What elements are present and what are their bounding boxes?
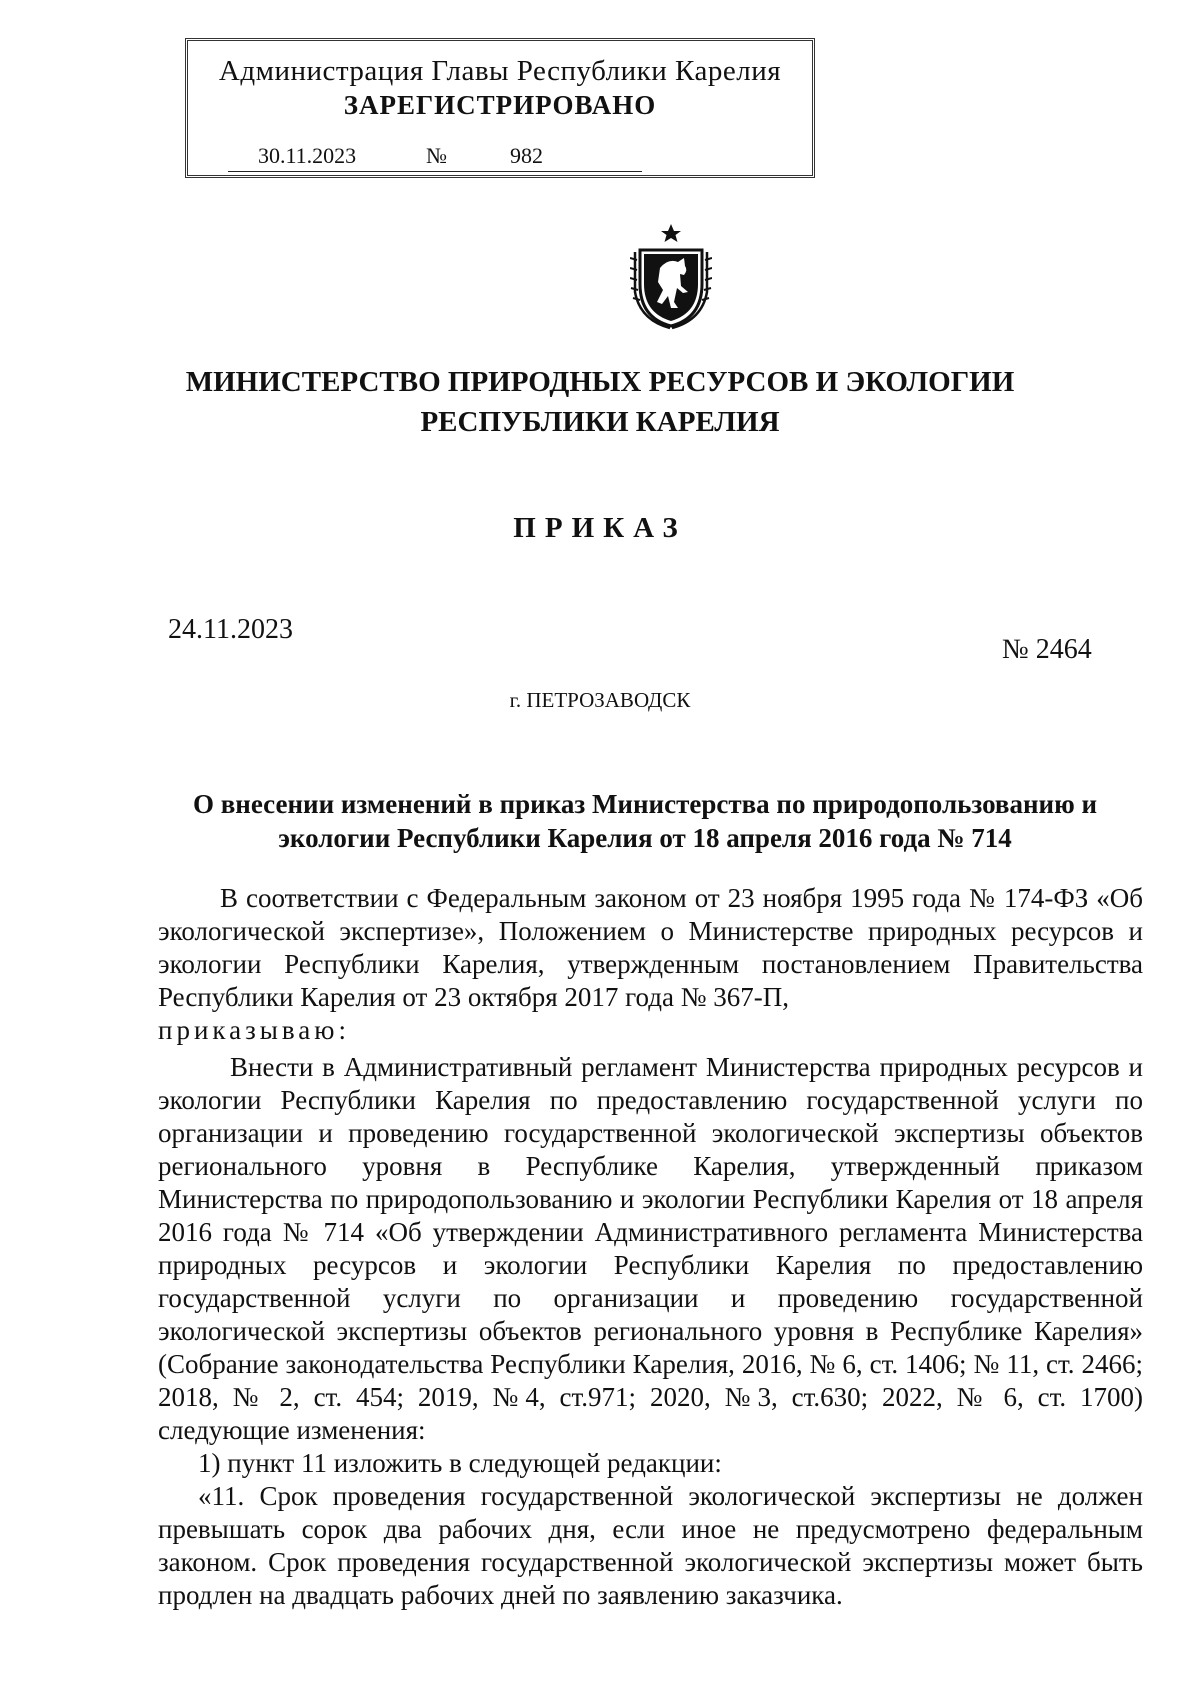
order-heading bbox=[150, 787, 1140, 855]
order-body bbox=[158, 882, 1143, 1612]
stamp-registration-line bbox=[228, 143, 642, 172]
list-item-1: 1) пункт 11 изложить в следующей редакции: bbox=[198, 1448, 722, 1478]
heading-line-1: О внесении изменений в приказ Министерства по природопользованию и bbox=[192, 789, 1098, 819]
order-city: г. ПЕТРОЗАВОДСК bbox=[509, 688, 691, 712]
paragraph-prikazyvayu: приказываю: bbox=[158, 1015, 350, 1045]
paragraph-preamble: В соответствии с Федеральным законом от 23 ноября 1995 года № 174-ФЗ «Об экологической экспертизе», Положением о Министерстве природных ресурсов и экологии Республики Карелия, утвержденным постановлением Правительства Республики Карелия от 23 октября 2017 года № 367-П, bbox=[158, 883, 1143, 1012]
heading-line-2: экологии Республики Карелия от 18 апреля 2016 года № 714 bbox=[278, 823, 1012, 853]
karelia-coat-of-arms-icon bbox=[630, 222, 712, 330]
ministry-name bbox=[0, 362, 1200, 442]
paragraph-clause-11: «11. Срок проведения государственной экологической экспертизы не должен превышать сорок два рабочих дня, если иное не предусмотрено федеральным законом. Срок проведения государственной экологической экспертизы может быть продлен на двадцать рабочих дней по заявлению заказчика. bbox=[158, 1481, 1143, 1610]
stamp-number: 982 bbox=[510, 143, 543, 168]
registration-stamp bbox=[185, 38, 815, 178]
stamp-org: Администрация Главы Республики Карелия bbox=[218, 55, 782, 87]
stamp-number-sign: № bbox=[426, 143, 447, 168]
ministry-line-2: РЕСПУБЛИКИ КАРЕЛИЯ bbox=[420, 406, 780, 438]
stamp-title: ЗАРЕГИСТРИРОВАНО bbox=[343, 90, 657, 120]
document-type: ПРИКАЗ bbox=[513, 512, 687, 544]
order-date: 24.11.2023 bbox=[168, 614, 293, 645]
order-number: № 2464 bbox=[1002, 634, 1092, 665]
paragraph-amendment: Внести в Административный регламент Министерства природных ресурсов и экологии Республики Карелия по предоставлению государственной услуги по организации и проведению государственной экологической экспертизы объектов регионального уровня в Республике Карелия, утвержденный приказом Министерства по природопользованию и экологии Республики Карелия от 18 апреля 2016 года № 714 «Об утверждении Административного регламента Министерства природных ресурсов и экологии Республики Карелия по предоставлению государственной услуги по организации и проведению государственной экологической экспертизы объектов регионального уровня в Республике Карелия» (Собрание законодательства Республики Карелия, 2016, № 6, ст. 1406; № 11, ст. 2466; 2018, № 2, ст. 454; 2019, №4, ст.971; 2020, №3, ст.630; 2022, № 6, ст. 1700) следующие изменения: bbox=[158, 1052, 1143, 1445]
stamp-date: 30.11.2023 bbox=[258, 143, 357, 168]
ministry-line-1: МИНИСТЕРСТВО ПРИРОДНЫХ РЕСУРСОВ И ЭКОЛОГИИ bbox=[185, 366, 1015, 398]
